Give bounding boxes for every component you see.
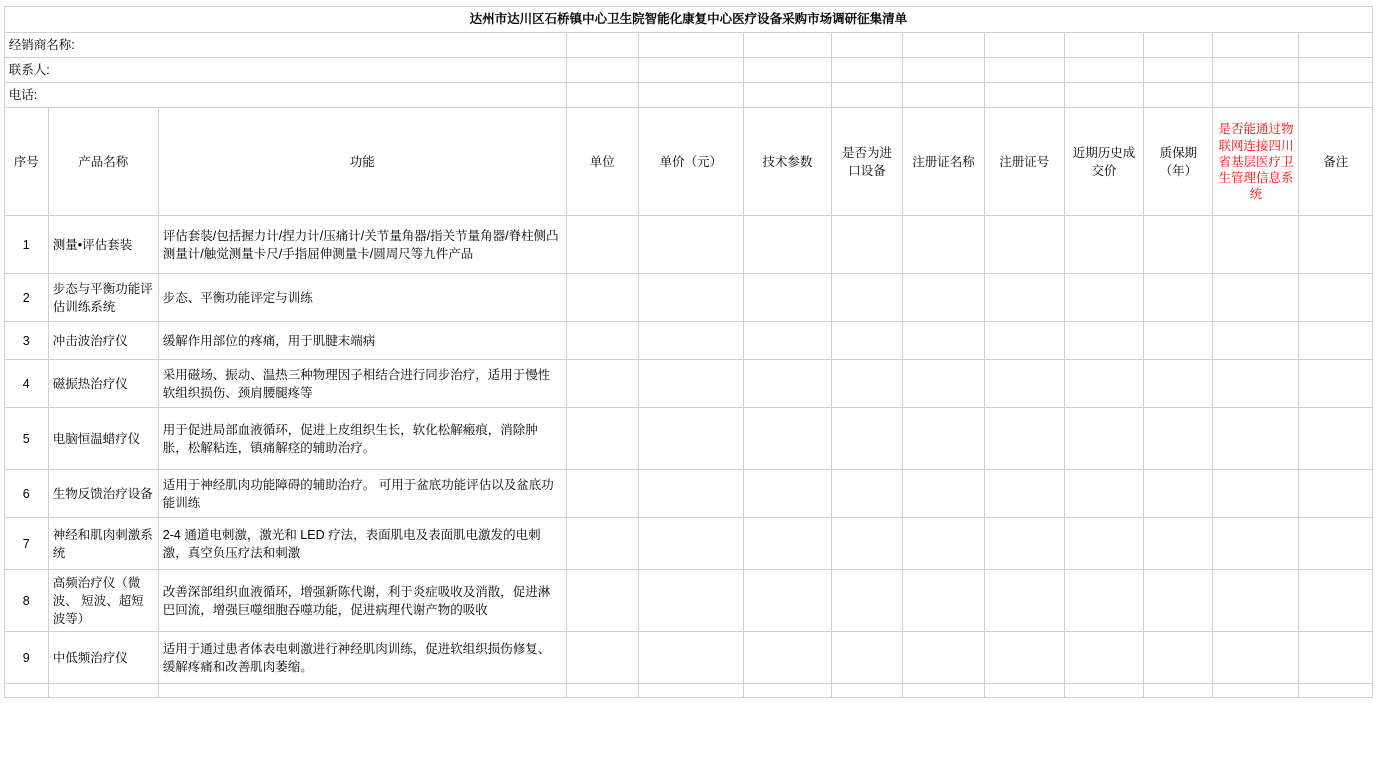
info-blank[interactable]	[1213, 33, 1299, 58]
row-recent-price[interactable]	[1064, 274, 1144, 322]
row-warranty[interactable]	[1144, 632, 1213, 684]
row-unit-price[interactable]	[638, 408, 743, 470]
row-unit[interactable]	[566, 518, 638, 570]
row-unit-price[interactable]	[638, 322, 743, 360]
row-cert-name[interactable]	[903, 518, 985, 570]
info-blank[interactable]	[743, 83, 831, 108]
column-header-unit: 单位	[566, 108, 638, 216]
column-header-index: 序号	[4, 108, 48, 216]
row-remark[interactable]	[1299, 216, 1373, 274]
row-iot-connect[interactable]	[1213, 274, 1299, 322]
info-blank[interactable]	[743, 33, 831, 58]
row-unit-price[interactable]	[638, 570, 743, 632]
column-header-iot-connect: 是否能通过物联网连接四川省基层医疗卫生管理信息系统	[1213, 108, 1299, 216]
info-blank[interactable]	[566, 33, 638, 58]
table-row	[0, 518, 1373, 570]
row-tech-params[interactable]	[743, 570, 831, 632]
row-recent-price[interactable]	[1064, 518, 1144, 570]
row-index: 7	[4, 518, 48, 570]
row-remark[interactable]	[1299, 684, 1373, 698]
row-warranty[interactable]	[1144, 518, 1213, 570]
info-blank[interactable]	[1064, 83, 1144, 108]
row-tech-params[interactable]	[743, 684, 831, 698]
info-blank[interactable]	[743, 58, 831, 83]
row-function: 缓解作用部位的疼痛，用于肌腱末端病	[158, 322, 566, 360]
info-blank[interactable]	[566, 58, 638, 83]
row-cert-number[interactable]	[984, 274, 1064, 322]
row-function: 适用于神经肌肉功能障碍的辅助治疗。 可用于盆底功能评估以及盆底功能训练	[158, 470, 566, 518]
row-cert-name[interactable]	[903, 470, 985, 518]
row-cert-number[interactable]	[984, 470, 1064, 518]
info-blank[interactable]	[831, 83, 902, 108]
row-iot-connect[interactable]	[1213, 360, 1299, 408]
row-unit[interactable]	[566, 570, 638, 632]
row-product-name: 磁振热治疗仪	[48, 360, 158, 408]
info-blank[interactable]	[831, 58, 902, 83]
row-recent-price[interactable]	[1064, 360, 1144, 408]
info-blank[interactable]	[984, 33, 1064, 58]
info-blank[interactable]	[638, 58, 743, 83]
row-index: 5	[4, 408, 48, 470]
info-blank[interactable]	[1299, 33, 1373, 58]
row-is-imported[interactable]	[831, 570, 902, 632]
info-blank[interactable]	[1213, 58, 1299, 83]
row-unit[interactable]	[566, 322, 638, 360]
row-product-name: 神经和肌肉刺激系统	[48, 518, 158, 570]
row-remark[interactable]	[1299, 360, 1373, 408]
column-header-recent-price: 近期历史成交价	[1064, 108, 1144, 216]
row-unit-price[interactable]	[638, 216, 743, 274]
row-iot-connect[interactable]	[1213, 470, 1299, 518]
row-warranty[interactable]	[1144, 360, 1213, 408]
row-unit[interactable]	[566, 360, 638, 408]
row-index: 4	[4, 360, 48, 408]
info-blank[interactable]	[1299, 58, 1373, 83]
row-unit-price[interactable]	[638, 360, 743, 408]
row-warranty[interactable]	[1144, 408, 1213, 470]
document-title: 达州市达川区石桥镇中心卫生院智能化康复中心医疗设备采购市场调研征集清单	[4, 7, 1372, 33]
row-iot-connect[interactable]	[1213, 518, 1299, 570]
row-cert-number[interactable]	[984, 632, 1064, 684]
row-unit-price[interactable]	[638, 518, 743, 570]
row-cert-number[interactable]	[984, 684, 1064, 698]
row-function: 改善深部组织血液循环，增强新陈代谢，利于炎症吸收及消散，促进淋巴回流，增强巨噬细胞吞噬功能，促进病理代谢产物的吸收	[158, 570, 566, 632]
row-unit[interactable]	[566, 216, 638, 274]
row-unit-price[interactable]	[638, 274, 743, 322]
row-warranty[interactable]	[1144, 470, 1213, 518]
info-blank[interactable]	[984, 58, 1064, 83]
info-blank[interactable]	[984, 83, 1064, 108]
row-function	[158, 684, 566, 698]
row-is-imported[interactable]	[831, 360, 902, 408]
row-recent-price[interactable]	[1064, 470, 1144, 518]
row-index: 2	[4, 274, 48, 322]
dealer-name-label[interactable]: 经销商名称:	[4, 33, 566, 58]
row-product-name: 生物反馈治疗设备	[48, 470, 158, 518]
row-iot-connect[interactable]	[1213, 632, 1299, 684]
info-blank[interactable]	[903, 33, 985, 58]
row-cert-name[interactable]	[903, 570, 985, 632]
row-is-imported[interactable]	[831, 470, 902, 518]
row-index: 8	[4, 570, 48, 632]
info-blank[interactable]	[1064, 33, 1144, 58]
row-function: 步态、平衡功能评定与训练	[158, 274, 566, 322]
row-warranty[interactable]	[1144, 216, 1213, 274]
row-index: 1	[4, 216, 48, 274]
column-header-unit-price: 单价（元）	[638, 108, 743, 216]
row-tech-params[interactable]	[743, 518, 831, 570]
row-cert-number[interactable]	[984, 408, 1064, 470]
row-iot-connect[interactable]	[1213, 570, 1299, 632]
table-row	[0, 322, 1373, 360]
row-cert-name[interactable]	[903, 322, 985, 360]
row-tech-params[interactable]	[743, 470, 831, 518]
row-index: 9	[4, 632, 48, 684]
row-remark[interactable]	[1299, 322, 1373, 360]
column-header-function: 功能	[158, 108, 566, 216]
row-cert-number[interactable]	[984, 518, 1064, 570]
contact-person-label[interactable]: 联系人:	[4, 58, 566, 83]
row-function: 采用磁场、振动、温热三种物理因子相结合进行同步治疗，适用于慢性软组织损伤、颈肩腰腿疼等	[158, 360, 566, 408]
table-row	[0, 408, 1373, 470]
row-cert-name[interactable]	[903, 684, 985, 698]
row-is-imported[interactable]	[831, 216, 902, 274]
info-blank[interactable]	[831, 33, 902, 58]
row-cert-number[interactable]	[984, 570, 1064, 632]
table-row	[0, 632, 1373, 684]
row-is-imported[interactable]	[831, 274, 902, 322]
row-remark[interactable]	[1299, 518, 1373, 570]
column-header-warranty: 质保期（年）	[1144, 108, 1213, 216]
row-tech-params[interactable]	[743, 632, 831, 684]
row-unit[interactable]	[566, 274, 638, 322]
table-row	[0, 274, 1373, 322]
row-function: 2-4 通道电刺激，激光和 LED 疗法，表面肌电及表面肌电激发的电刺激，真空负压疗法和刺激	[158, 518, 566, 570]
row-unit[interactable]	[566, 408, 638, 470]
row-index	[4, 684, 48, 698]
row-unit[interactable]	[566, 632, 638, 684]
info-blank[interactable]	[638, 33, 743, 58]
info-blank[interactable]	[638, 83, 743, 108]
info-blank[interactable]	[1144, 33, 1213, 58]
row-cert-name[interactable]	[903, 632, 985, 684]
table-row	[0, 684, 1373, 698]
row-is-imported[interactable]	[831, 518, 902, 570]
row-recent-price[interactable]	[1064, 408, 1144, 470]
table-row	[0, 570, 1373, 632]
row-iot-connect[interactable]	[1213, 216, 1299, 274]
market-survey-table	[0, 6, 1373, 698]
row-iot-connect[interactable]	[1213, 322, 1299, 360]
info-blank[interactable]	[1144, 83, 1213, 108]
row-remark[interactable]	[1299, 274, 1373, 322]
row-cert-name[interactable]	[903, 360, 985, 408]
row-function: 适用于通过患者体表电刺激进行神经肌肉训练，促进软组织损伤修复、缓解疼痛和改善肌肉萎缩。	[158, 632, 566, 684]
row-tech-params[interactable]	[743, 408, 831, 470]
row-is-imported[interactable]	[831, 322, 902, 360]
row-tech-params[interactable]	[743, 216, 831, 274]
row-cert-number[interactable]	[984, 216, 1064, 274]
row-tech-params[interactable]	[743, 360, 831, 408]
info-row-contact	[0, 58, 1373, 83]
row-cert-name[interactable]	[903, 216, 985, 274]
row-remark[interactable]	[1299, 408, 1373, 470]
table-row	[0, 360, 1373, 408]
row-warranty[interactable]	[1144, 322, 1213, 360]
info-blank[interactable]	[1299, 83, 1373, 108]
row-cert-name[interactable]	[903, 274, 985, 322]
row-product-name: 中低频治疗仪	[48, 632, 158, 684]
row-product-name	[48, 684, 158, 698]
column-header-product-name: 产品名称	[48, 108, 158, 216]
row-index: 3	[4, 322, 48, 360]
row-cert-name[interactable]	[903, 408, 985, 470]
row-unit-price[interactable]	[638, 632, 743, 684]
row-recent-price[interactable]	[1064, 632, 1144, 684]
row-warranty[interactable]	[1144, 684, 1213, 698]
row-product-name: 高频治疗仪（微波、 短波、超短波等）	[48, 570, 158, 632]
row-function: 用于促进局部血液循环，促进上皮组织生长，软化松解瘢痕，消除肿胀，松解粘连，镇痛解痉的辅助治疗。	[158, 408, 566, 470]
row-unit-price[interactable]	[638, 684, 743, 698]
row-unit[interactable]	[566, 470, 638, 518]
info-row-phone	[0, 83, 1373, 108]
row-unit[interactable]	[566, 684, 638, 698]
row-tech-params[interactable]	[743, 322, 831, 360]
column-header-registration-cert-name: 注册证名称	[903, 108, 985, 216]
row-product-name: 电脑恒温蜡疗仪	[48, 408, 158, 470]
info-row-dealer	[0, 33, 1373, 58]
row-iot-connect[interactable]	[1213, 408, 1299, 470]
row-remark[interactable]	[1299, 632, 1373, 684]
row-product-name: 冲击波治疗仪	[48, 322, 158, 360]
row-remark[interactable]	[1299, 470, 1373, 518]
row-is-imported[interactable]	[831, 684, 902, 698]
row-warranty[interactable]	[1144, 570, 1213, 632]
column-header-is-imported: 是否为进口设备	[831, 108, 902, 216]
row-is-imported[interactable]	[831, 632, 902, 684]
row-unit-price[interactable]	[638, 470, 743, 518]
column-header-remark: 备注	[1299, 108, 1373, 216]
title-row	[0, 7, 1373, 33]
info-blank[interactable]	[903, 58, 985, 83]
info-blank[interactable]	[1144, 58, 1213, 83]
row-warranty[interactable]	[1144, 274, 1213, 322]
row-function: 评估套装/包括握力计/捏力计/压痛计/关节量角器/指关节量角器/脊柱侧凸测量计/触觉测量卡尺/手指屈伸测量卡/圆周尺等九件产品	[158, 216, 566, 274]
row-iot-connect[interactable]	[1213, 684, 1299, 698]
column-header-tech-params: 技术参数	[743, 108, 831, 216]
phone-label[interactable]: 电话:	[4, 83, 566, 108]
row-product-name: 步态与平衡功能评估训练系统	[48, 274, 158, 322]
row-is-imported[interactable]	[831, 408, 902, 470]
info-blank[interactable]	[566, 83, 638, 108]
row-tech-params[interactable]	[743, 274, 831, 322]
table-row	[0, 470, 1373, 518]
row-cert-number[interactable]	[984, 360, 1064, 408]
column-header-registration-cert-number: 注册证号	[984, 108, 1064, 216]
row-remark[interactable]	[1299, 570, 1373, 632]
info-blank[interactable]	[1213, 83, 1299, 108]
info-blank[interactable]	[903, 83, 985, 108]
row-recent-price[interactable]	[1064, 684, 1144, 698]
row-index: 6	[4, 470, 48, 518]
row-product-name: 测量•评估套装	[48, 216, 158, 274]
info-blank[interactable]	[1064, 58, 1144, 83]
row-recent-price[interactable]	[1064, 322, 1144, 360]
table-row	[0, 216, 1373, 274]
row-recent-price[interactable]	[1064, 216, 1144, 274]
row-recent-price[interactable]	[1064, 570, 1144, 632]
header-row	[0, 108, 1373, 216]
row-cert-number[interactable]	[984, 322, 1064, 360]
